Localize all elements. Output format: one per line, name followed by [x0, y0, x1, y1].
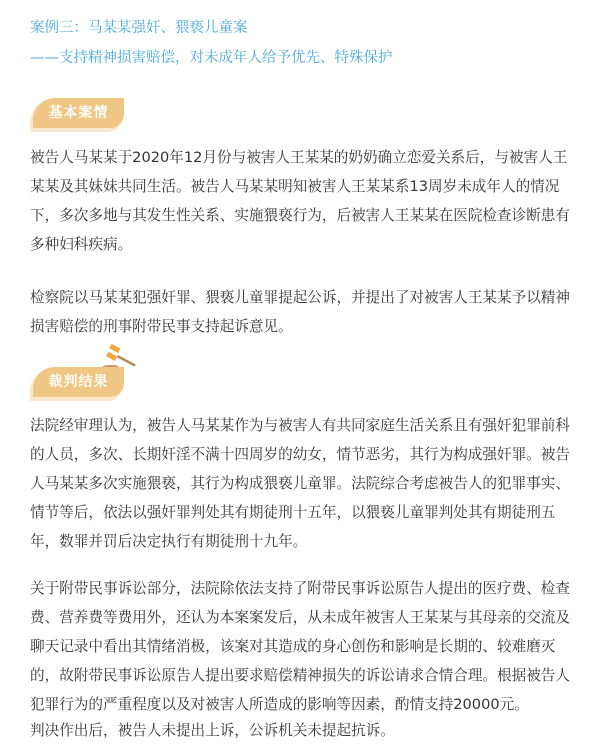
case-subtitle: ——支持精神损害赔偿，对未成年人给予优先、特殊保护 — [30, 50, 393, 66]
text-line: 的人员，多次、长期奸淫不满十四周岁的幼女，情节恶劣，其行为构成强奸罪。被告 — [30, 446, 570, 463]
text-line: 情节等后，依法以强奸罪判处其有期徒刑十五年，以猥亵儿童罪判处其有期徒刑五 — [30, 504, 556, 521]
text-line: 下，多次多地与其发生性关系、实施猥亵行为，后被害人王某某在医院检查诊断患有 — [30, 207, 570, 224]
text-line: 多种妇科疾病。 — [30, 236, 133, 253]
text-line: 人马某某多次实施猥亵，其行为构成猥亵儿童罪。法院综合考虑被告人的犯罪事实、 — [30, 475, 570, 492]
section-badge-basic-facts — [30, 98, 124, 130]
text-line: 法院经审理认为，被告人马某某作为与被害人有共同家庭生活关系且有强奸犯罪前科 — [30, 417, 570, 434]
badge-label: 基本案情 — [33, 98, 124, 128]
text-line: 损害赔偿的刑事附带民事支持起诉意见。 — [30, 318, 293, 335]
text-line: 判决作出后，被告人未提出上诉，公诉机关未提起抗诉。 — [30, 722, 395, 739]
section-badge-judgment — [30, 367, 124, 399]
text-line: 犯罪行为的严重程度以及对被害人所造成的影响等因素，酌情支持20000元。 — [30, 696, 529, 713]
text-line: 某某及其妹妹共同生活。被告人马某某明知被害人王某某系13周岁未成年人的情况 — [30, 178, 560, 195]
text-line: 年，数罪并罚后决定执行有期徒刑十九年。 — [30, 533, 308, 550]
text-line: 聊天记录中看出其情绪消极，该案对其造成的身心创伤和影响是长期的、较难磨灭 — [30, 638, 556, 655]
badge-label: 裁判结果 — [33, 367, 124, 397]
paragraph-judgment — [30, 411, 590, 556]
paragraph-civil — [30, 574, 590, 745]
paragraph-prosecution — [30, 283, 590, 341]
text-line: 费、营养费等费用外，还认为本案案发后，从未成年被害人王某某与其母亲的交流及 — [30, 609, 570, 626]
text-line: 的，故附带民事诉讼原告人提出要求赔偿精神损失的诉讼请求合情合理。根据被告人 — [30, 667, 570, 684]
text-line: 检察院以马某某犯强奸罪、猥亵儿童罪提起公诉，并提出了对被害人王某某予以精神 — [30, 289, 570, 306]
case-title: 案例三：马某某强奸、猥亵儿童案 — [30, 20, 248, 36]
text-line: 被告人马某某于2020年12月份与被害人王某某的奶奶确立恋爱关系后，与被害人王 — [30, 149, 568, 166]
paragraph-facts — [30, 143, 590, 259]
text-line: 关于附带民事诉讼部分，法院除依法支持了附带民事诉讼原告人提出的医疗费、检查 — [30, 580, 570, 597]
